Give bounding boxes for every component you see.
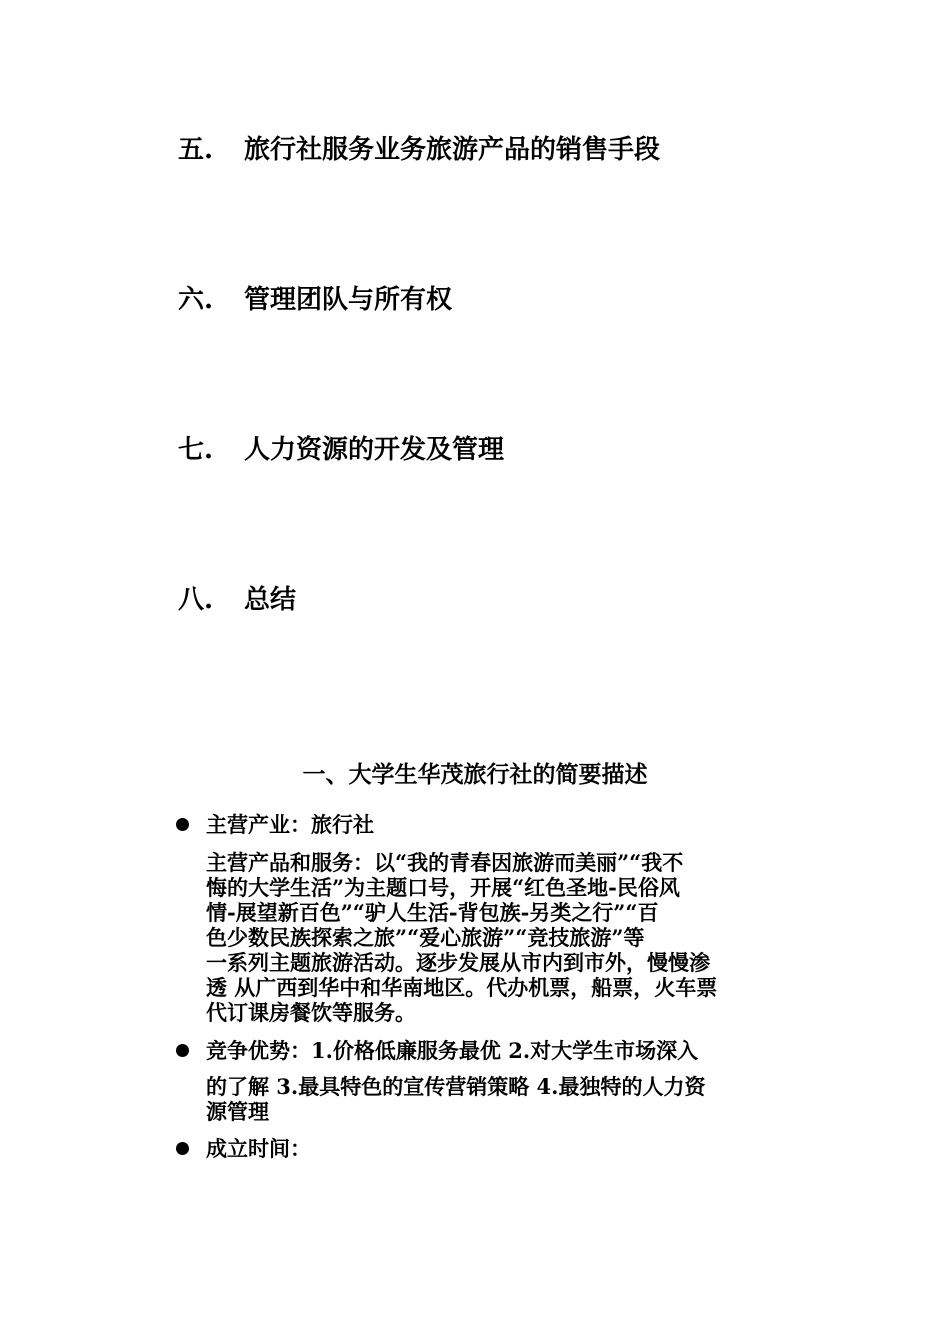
toc-number: 七. <box>178 435 214 465</box>
toc-title: 管理团队与所有权 <box>244 285 453 315</box>
products-line: 情-展望新百色”“驴人生活-背包族-另类之行”“百 <box>206 900 659 925</box>
toc-number: 六. <box>178 285 214 315</box>
toc-item-5 <box>178 134 660 166</box>
products-line: 代订课房餐饮等服务。 <box>206 1000 416 1025</box>
products-line: 色少数民族探索之旅”“爱心旅游”“竞技旅游”等 <box>206 925 645 950</box>
bullet-dot-icon <box>176 1142 189 1155</box>
advantage-line: 源管理 <box>206 1099 269 1124</box>
products-line: 一系列主题旅游活动。逐步发展从市内到市外，慢慢渗 <box>206 950 710 975</box>
advantage-line: 的了解 3.最具特色的宣传营销策略 4.最独特的人力资 <box>206 1074 706 1099</box>
bullet-dot-icon <box>176 818 189 831</box>
products-line: 透 从广西到华中和华南地区。代办机票，船票，火车票 <box>206 975 718 1000</box>
products-line: 悔的大学生活”为主题口号，开展“红色圣地-民俗风 <box>206 875 680 900</box>
toc-number: 八. <box>178 585 214 615</box>
toc-title: 人力资源的开发及管理 <box>244 435 505 465</box>
advantage-paragraph <box>206 1074 778 1124</box>
toc-title: 旅行社服务业务旅游产品的销售手段 <box>244 135 661 165</box>
industry-text: 主营产业：旅行社 <box>206 812 374 837</box>
toc-item-7 <box>178 434 504 466</box>
section-heading: 一、大学生华茂旅行社的简要描述 <box>302 761 648 788</box>
toc-title: 总结 <box>244 585 297 615</box>
founded-text: 成立时间： <box>206 1136 311 1161</box>
products-paragraph <box>206 850 778 1025</box>
bullet-dot-icon <box>176 1044 189 1057</box>
products-line: 主营产品和服务：以“我的青春因旅游而美丽”“我不 <box>206 850 684 875</box>
toc-item-8 <box>178 584 296 616</box>
advantage-line: 竞争优势：1.价格低廉服务最优 2.对大学生市场深入 <box>206 1038 699 1063</box>
toc-number: 五. <box>178 135 214 165</box>
toc-item-6 <box>178 284 452 316</box>
